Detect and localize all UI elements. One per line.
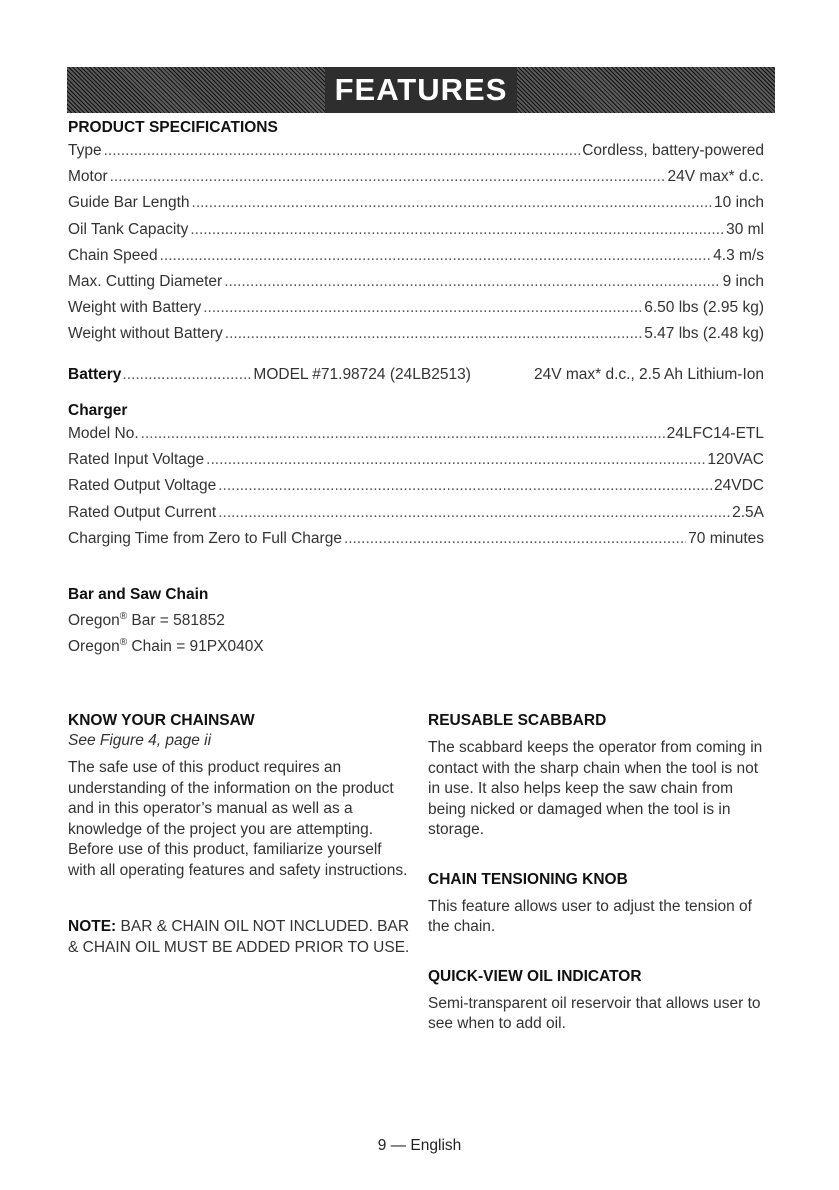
bar-part-number: Bar = 581852: [127, 612, 225, 630]
spec-value: 24LFC14-ETL: [666, 425, 764, 442]
charger-spec-list: [68, 425, 764, 556]
spec-row: [68, 530, 764, 556]
spec-value: 10 inch: [714, 194, 764, 212]
spec-value: 24VDC: [714, 477, 764, 495]
dot-leader: [122, 366, 252, 384]
figure-reference: See Figure 4, page ii: [68, 732, 212, 749]
charger-heading: Charger: [68, 402, 128, 419]
note-label: NOTE:: [68, 918, 117, 935]
spec-value: 6.50 lbs (2.95 kg): [644, 299, 764, 317]
dot-leader: [218, 504, 730, 522]
chain-brand: Oregon: [68, 638, 120, 656]
spec-label: Max. Cutting Diameter: [68, 272, 223, 290]
spec-label: Model No.: [68, 425, 139, 442]
dot-leader: [141, 425, 665, 443]
banner-title: FEATURES: [325, 67, 518, 113]
quick-view-oil-indicator-body: Semi-transparent oil reservoir that allows user to see when to add oil.: [428, 994, 761, 1032]
spec-label: Type: [68, 142, 102, 159]
battery-model: MODEL #71.98724 (24LB2513): [253, 366, 471, 383]
spec-label: Chain Speed: [68, 246, 158, 264]
right-features-column: [428, 712, 773, 1065]
bar-brand: Oregon: [68, 612, 120, 630]
spec-label: Weight with Battery: [68, 299, 202, 317]
spec-row: [68, 247, 764, 273]
spec-row: [68, 504, 764, 530]
oil-note: [68, 917, 413, 958]
registered-mark: ®: [119, 637, 128, 648]
product-specifications-list: [68, 142, 764, 352]
spec-row: [68, 221, 764, 247]
reusable-scabbard-heading: REUSABLE SCABBARD: [428, 712, 607, 729]
know-your-chainsaw-body: The safe use of this product requires an understanding of the information on the product and in this operator’s manual as well as a knowledge of the project you are attempting. Before use of this product, familiarize yourself with all operating features and safety instructions.: [68, 759, 408, 879]
battery-spec-row: [68, 366, 764, 384]
know-your-chainsaw-heading: KNOW YOUR CHAINSAW: [68, 712, 255, 729]
dot-leader: [160, 247, 712, 265]
spec-label: Guide Bar Length: [68, 194, 190, 212]
chain-tensioning-knob-section: [428, 871, 773, 938]
spec-value: 70 minutes: [688, 529, 764, 547]
spec-row: [68, 273, 764, 299]
features-banner: [67, 67, 775, 113]
dot-leader: [344, 530, 686, 548]
spec-row: [68, 142, 764, 168]
spec-label: Oil Tank Capacity: [68, 220, 189, 238]
product-specifications-heading: PRODUCT SPECIFICATIONS: [68, 119, 278, 136]
chain-tensioning-knob-heading: CHAIN TENSIONING KNOB: [428, 870, 628, 888]
dot-leader: [218, 477, 712, 495]
bar-chain-list: [68, 611, 264, 663]
spec-value: 24V max* d.c.: [667, 168, 764, 186]
chain-tensioning-knob-body: This feature allows user to adjust the tension of the chain.: [428, 897, 752, 935]
spec-row: [68, 168, 764, 194]
bar-and-saw-chain-heading: Bar and Saw Chain: [68, 586, 209, 603]
spec-value: Cordless, battery-powered: [582, 142, 764, 159]
dot-leader: [224, 273, 720, 291]
battery-rating: 24V max* d.c., 2.5 Ah Lithium-Ion: [533, 366, 764, 383]
reusable-scabbard-section: [428, 712, 773, 841]
spec-label: Rated Output Voltage: [68, 477, 217, 495]
dot-leader: [206, 451, 705, 469]
spec-value: 5.47 lbs (2.48 kg): [644, 325, 764, 343]
dot-leader: [225, 325, 642, 343]
chain-line: [68, 637, 264, 663]
spec-value: 9 inch: [722, 272, 764, 290]
spec-row: [68, 194, 764, 220]
registered-mark: ®: [119, 611, 128, 622]
dot-leader: [190, 221, 724, 239]
spec-row: [68, 425, 764, 451]
chain-part-number: Chain = 91PX040X: [127, 638, 264, 656]
quick-view-oil-indicator-heading: QUICK-VIEW OIL INDICATOR: [428, 967, 642, 985]
spec-label: Motor: [68, 168, 108, 186]
spec-label: Weight without Battery: [68, 325, 223, 343]
spec-row: [68, 325, 764, 351]
know-your-chainsaw-section: [68, 712, 413, 958]
note-text: BAR & CHAIN OIL NOT INCLUDED. BAR & CHAIN OIL MUST BE ADDED PRIOR TO USE.: [68, 918, 410, 956]
spec-value: 120VAC: [707, 451, 764, 469]
spec-row: [68, 477, 764, 503]
quick-view-oil-indicator-section: [428, 968, 773, 1035]
dot-leader: [192, 194, 713, 212]
spec-row: [68, 451, 764, 477]
dot-leader: [203, 299, 642, 317]
reusable-scabbard-body: The scabbard keeps the operator from coming in contact with the sharp chain when the tool is not in use. It also helps keep the saw chain from being nicked or damaged when the tool is in storage.: [428, 739, 763, 838]
spec-row: [68, 299, 764, 325]
dot-leader: [110, 168, 666, 186]
page-footer: 9 — English: [377, 1137, 462, 1154]
bar-line: [68, 611, 264, 637]
spec-label: Rated Input Voltage: [68, 451, 205, 469]
spec-label: Rated Output Current: [68, 503, 217, 521]
spec-label: Charging Time from Zero to Full Charge: [68, 529, 342, 547]
battery-label: Battery: [68, 366, 122, 383]
spec-value: 30 ml: [726, 220, 764, 238]
dot-leader: [104, 142, 581, 160]
spec-value: 2.5A: [732, 503, 764, 521]
spec-value: 4.3 m/s: [713, 246, 764, 264]
